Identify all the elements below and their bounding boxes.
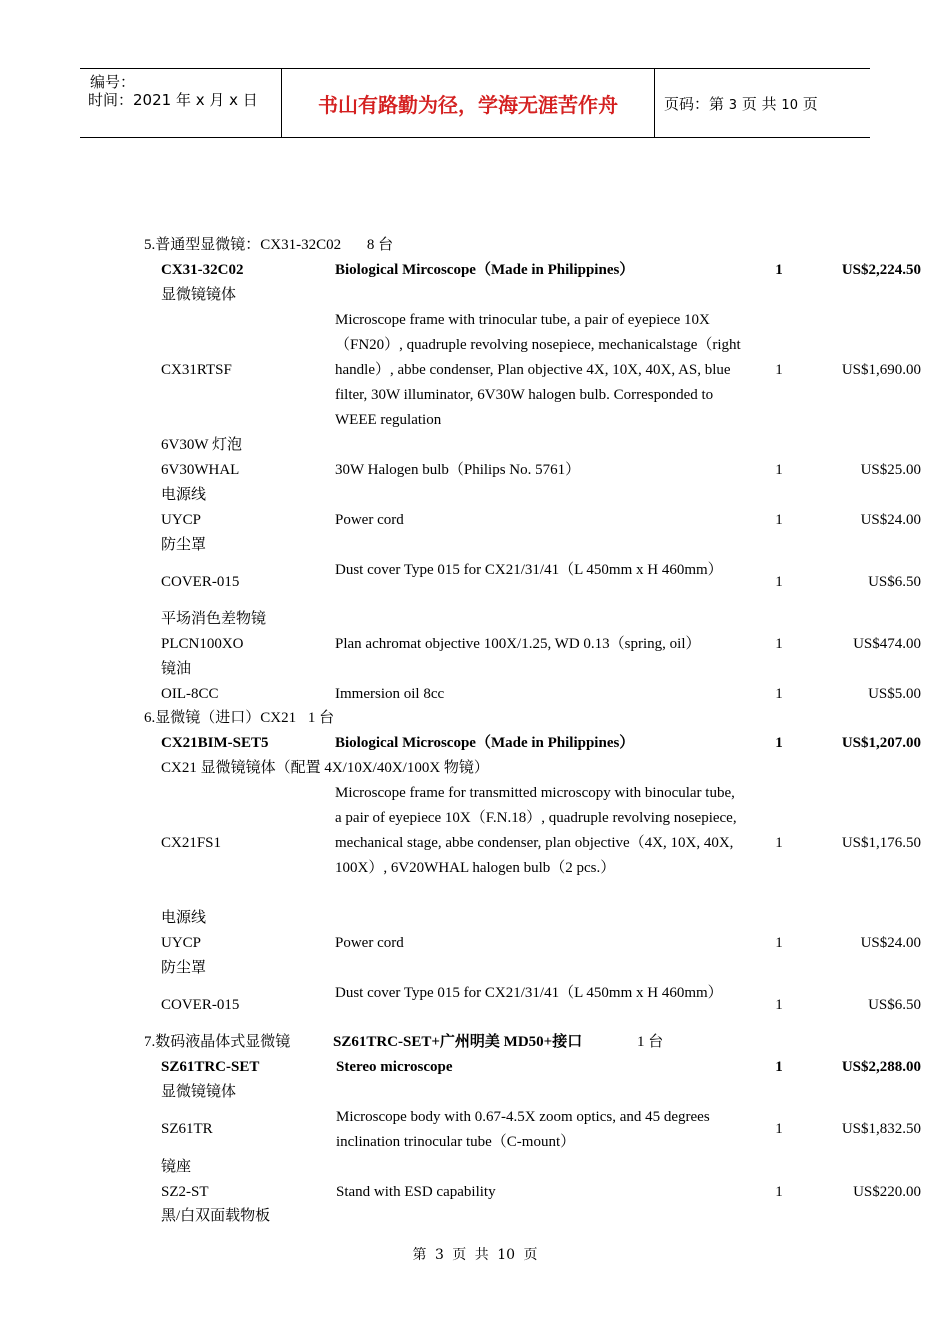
component-label: 防尘罩: [161, 537, 207, 553]
component-qty: 1: [775, 686, 783, 702]
section-title-text: 5.普通型显微镜：CX31-32C02: [144, 237, 342, 253]
component-label: 显微镜镜体: [161, 1084, 237, 1100]
component-price: US$1,176.50: [841, 835, 921, 851]
component-description: Microscope frame for transmitted microscopy with binocular tube, a pair of eyepiece 10X（F.N.18）, quadruple revolving nosepiece, mechanical stage, abbe condenser, plan objective（4X, 10X, 40X, 100X）, 6V20WHAL halogen bulb（2 pcs.）: [335, 785, 737, 876]
component-qty: 1: [775, 636, 783, 652]
component-code: PLCN100XO: [161, 636, 244, 652]
component-label: 6V30W 灯泡: [161, 437, 242, 453]
item-qty: 1: [775, 735, 783, 751]
component-price: US$25.00: [860, 462, 921, 478]
component-code: COVER-015: [161, 997, 240, 1013]
component-label: 显微镜镜体: [161, 287, 237, 303]
component-qty: 1: [775, 835, 783, 851]
component-label: 防尘罩: [161, 960, 207, 976]
component-qty: 1: [775, 574, 783, 590]
component-price: US$5.00: [868, 686, 921, 702]
component-qty: 1: [775, 997, 783, 1013]
component-price: US$24.00: [860, 512, 921, 528]
number-label: 编号：: [90, 73, 136, 91]
item-price: US$2,224.50: [841, 262, 921, 278]
component-label: CX21 显微镜镜体（配置 4X/10X/40X/100X 物镜）: [161, 760, 489, 776]
component-label: 黑/白双面载物板: [161, 1208, 271, 1224]
time-label: 时间：2021 年 x 月 x 日: [88, 91, 258, 109]
component-description: Power cord: [335, 512, 404, 528]
page-current: 3: [728, 98, 738, 113]
page-mid: 页 共: [741, 95, 777, 113]
item-description: Biological Mircoscope（Made in Philippines）: [335, 262, 635, 278]
component-qty: 1: [775, 362, 783, 378]
item-price: US$2,288.00: [841, 1059, 921, 1075]
component-label: 电源线: [161, 910, 207, 926]
item-code: SZ61TRC-SET: [161, 1059, 260, 1075]
component-label: 镜油: [161, 661, 192, 677]
page-prefix: 页码：第: [664, 95, 725, 113]
section-title-text: 6.显微镜（进口）CX21: [144, 710, 297, 726]
section-title-bold: SZ61TRC-SET+广州明美 MD50+接口: [333, 1034, 583, 1050]
component-qty: 1: [775, 512, 783, 528]
section-title-7: 7.数码液晶体式显微镜: [144, 1034, 291, 1050]
component-description: Microscope frame with trinocular tube, a pair of eyepiece 10X（FN20）, quadruple revolving nosepiece, mechanicalstage（right handle）, abbe condenser, Plan objective 4X, 10X, 40X, AS, blue filter, 30W illuminator, 6V30W halogen bulb. Corresponded to WEEE regulation: [335, 312, 741, 428]
component-qty: 1: [775, 462, 783, 478]
component-label: 镜座: [161, 1159, 192, 1175]
component-description: Dust cover Type 015 for CX21/31/41（L 450mm x H 460mm）: [335, 562, 723, 578]
component-description: Dust cover Type 015 for CX21/31/41（L 450mm x H 460mm）: [335, 985, 723, 1001]
component-description: Immersion oil 8cc: [335, 686, 445, 702]
component-code: SZ2-ST: [161, 1184, 209, 1200]
component-description: Microscope body with 0.67-4.5X zoom optics, and 45 degrees inclination trinocular tube（C-mount）: [336, 1109, 710, 1150]
item-qty: 1: [775, 1059, 783, 1075]
header-page-number: [664, 93, 818, 114]
component-code: OIL-8CC: [161, 686, 219, 702]
component-code: SZ61TR: [161, 1121, 213, 1137]
page-total: 10: [781, 98, 798, 113]
component-qty: 1: [775, 1121, 783, 1137]
header-meta-cell: [80, 69, 282, 137]
item-qty: 1: [775, 262, 783, 278]
component-price: US$220.00: [853, 1184, 921, 1200]
item-description: Biological Microscope（Made in Philippines）: [335, 735, 635, 751]
section-qty-note: 8 台: [366, 237, 394, 253]
component-description: Stand with ESD capability: [336, 1184, 496, 1200]
component-code: 6V30WHAL: [161, 462, 240, 478]
item-code: CX21BIM-SET5: [161, 735, 269, 751]
item-price: US$1,207.00: [841, 735, 921, 751]
component-price: US$24.00: [860, 935, 921, 951]
section-title-6: [144, 706, 334, 731]
page-header: [80, 68, 870, 138]
component-code: CX21FS1: [161, 835, 222, 851]
page-footer: 第 3 页 共 10 页: [412, 1247, 538, 1263]
section-qty-note: 1 台: [307, 710, 335, 726]
item-code: CX31-32C02: [161, 262, 244, 278]
page-suffix: 页: [802, 95, 818, 113]
component-qty: 1: [775, 1184, 783, 1200]
component-price: US$474.00: [853, 636, 921, 652]
component-code: COVER-015: [161, 574, 240, 590]
component-description: 30W Halogen bulb（Philips No. 5761）: [335, 462, 581, 478]
component-price: US$1,832.50: [841, 1121, 921, 1137]
component-code: UYCP: [161, 935, 202, 951]
component-price: US$6.50: [868, 574, 921, 590]
component-description: Plan achromat objective 100X/1.25, WD 0.13（spring, oil）: [335, 636, 701, 652]
component-code: UYCP: [161, 512, 202, 528]
component-description: Power cord: [335, 935, 404, 951]
component-label: 电源线: [161, 487, 207, 503]
component-price: US$6.50: [868, 997, 921, 1013]
component-label: 平场消色差物镜: [161, 611, 267, 627]
section-qty-note: 1 台: [637, 1034, 664, 1050]
component-qty: 1: [775, 935, 783, 951]
component-code: CX31RTSF: [161, 362, 232, 378]
item-description: Stereo microscope: [336, 1059, 453, 1075]
component-price: US$1,690.00: [841, 362, 921, 378]
section-title-5: [144, 233, 393, 258]
header-motto: 书山有路勤为径，学海无涯苦作舟: [282, 69, 655, 137]
